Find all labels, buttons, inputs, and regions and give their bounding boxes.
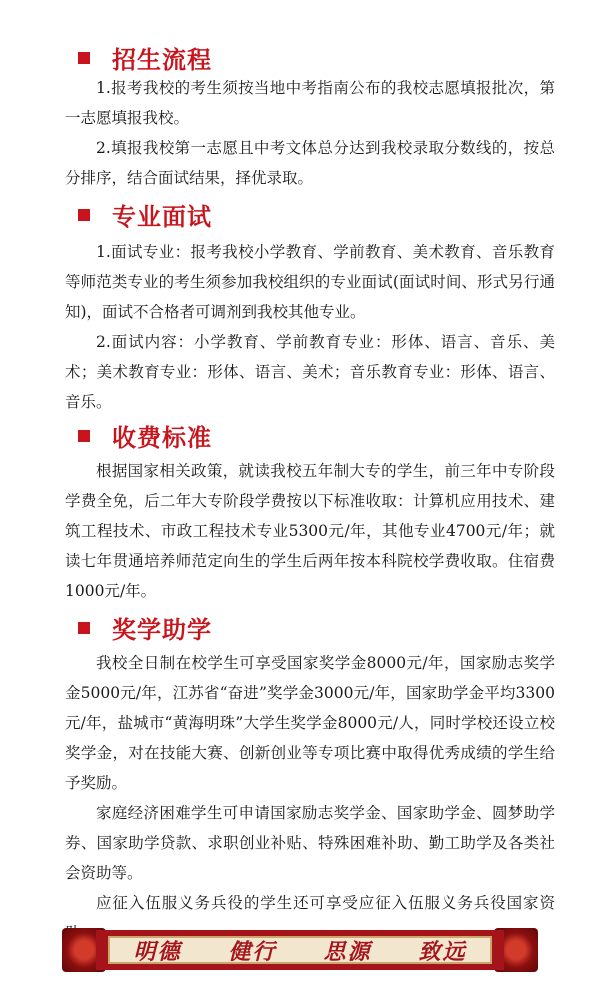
section-title: 专业面试 [112, 203, 212, 231]
section-title: 收费标准 [112, 424, 212, 452]
square-bullet-icon [78, 430, 90, 442]
section-body-interview [65, 237, 555, 417]
section-header-fees [78, 418, 212, 453]
section-body-enrollment [65, 73, 555, 193]
paragraph: 2.填报我校第一志愿且中考文体总分达到我校录取分数线的，按总分排序，结合面试结果，择优录取。 [65, 139, 555, 187]
motto-word: 健行 [228, 938, 277, 965]
paragraph: 根据国家相关政策，就读我校五年制大专的学生，前三年中专阶段学费全免，后二年大专阶段学费按以下标准收取：计算机应用技术、建筑工程技术、市政工程技术专业5300元/年，其他专业4700元/年；就读七年贯通培养师范定向生的学生后两年按本科院校学费收取。住宿费1000元/年。 [65, 462, 555, 600]
paragraph: 1.面试专业：报考我校小学教育、学前教育、美术教育、音乐教育等师范类专业的考生须参加我校组织的专业面试(面试时间、形式另行通知)，面试不合格者可调剂到我校其他专业。 [65, 243, 555, 321]
section-header-enrollment [78, 40, 212, 75]
motto-word: 明德 [133, 938, 182, 965]
banner-inner-panel [108, 936, 492, 964]
paragraph: 2.面试内容：小学教育、学前教育专业：形体、语言、音乐、美术；美术教育专业：形体、语言、美术；音乐教育专业：形体、语言、音乐。 [65, 333, 555, 411]
section-header-scholarships [78, 610, 212, 645]
section-body-scholarships [65, 648, 555, 948]
paragraph: 应征入伍服义务兵役的学生还可享受应征入伍服义务兵役国家资 [96, 894, 555, 912]
square-bullet-icon [78, 209, 90, 221]
section-header-interview [78, 197, 212, 232]
motto-word: 思源 [323, 938, 372, 965]
section-body-fees [65, 456, 555, 606]
square-bullet-icon [78, 622, 90, 634]
paragraph: 我校全日制在校学生可享受国家奖学金8000元/年，国家励志奖学金5000元/年，江苏省“奋进”奖学金3000元/年，国家助学金平均3300元/年，盐城市“黄海明珠”大学生奖学金8000元/人，同时学校还设立校奖学金，对在技能大赛、创新创业等专项比赛中取得优秀成绩的学生给予奖励。 [65, 654, 555, 792]
paragraph: 家庭经济困难学生可申请国家励志奖学金、国家助学金、圆梦助学券、国家助学贷款、求职创业补贴、特殊困难补助、勤工助学及各类社会资助等。 [65, 804, 555, 882]
section-title: 奖学助学 [112, 616, 212, 644]
motto-word: 致远 [418, 938, 467, 965]
banner-body [96, 930, 504, 970]
square-bullet-icon [78, 52, 90, 64]
section-title: 招生流程 [112, 46, 212, 74]
paragraph: 1.报考我校的考生须按当地中考指南公布的我校志愿填报批次，第一志愿填报我校。 [65, 79, 555, 127]
motto-banner [62, 928, 538, 972]
